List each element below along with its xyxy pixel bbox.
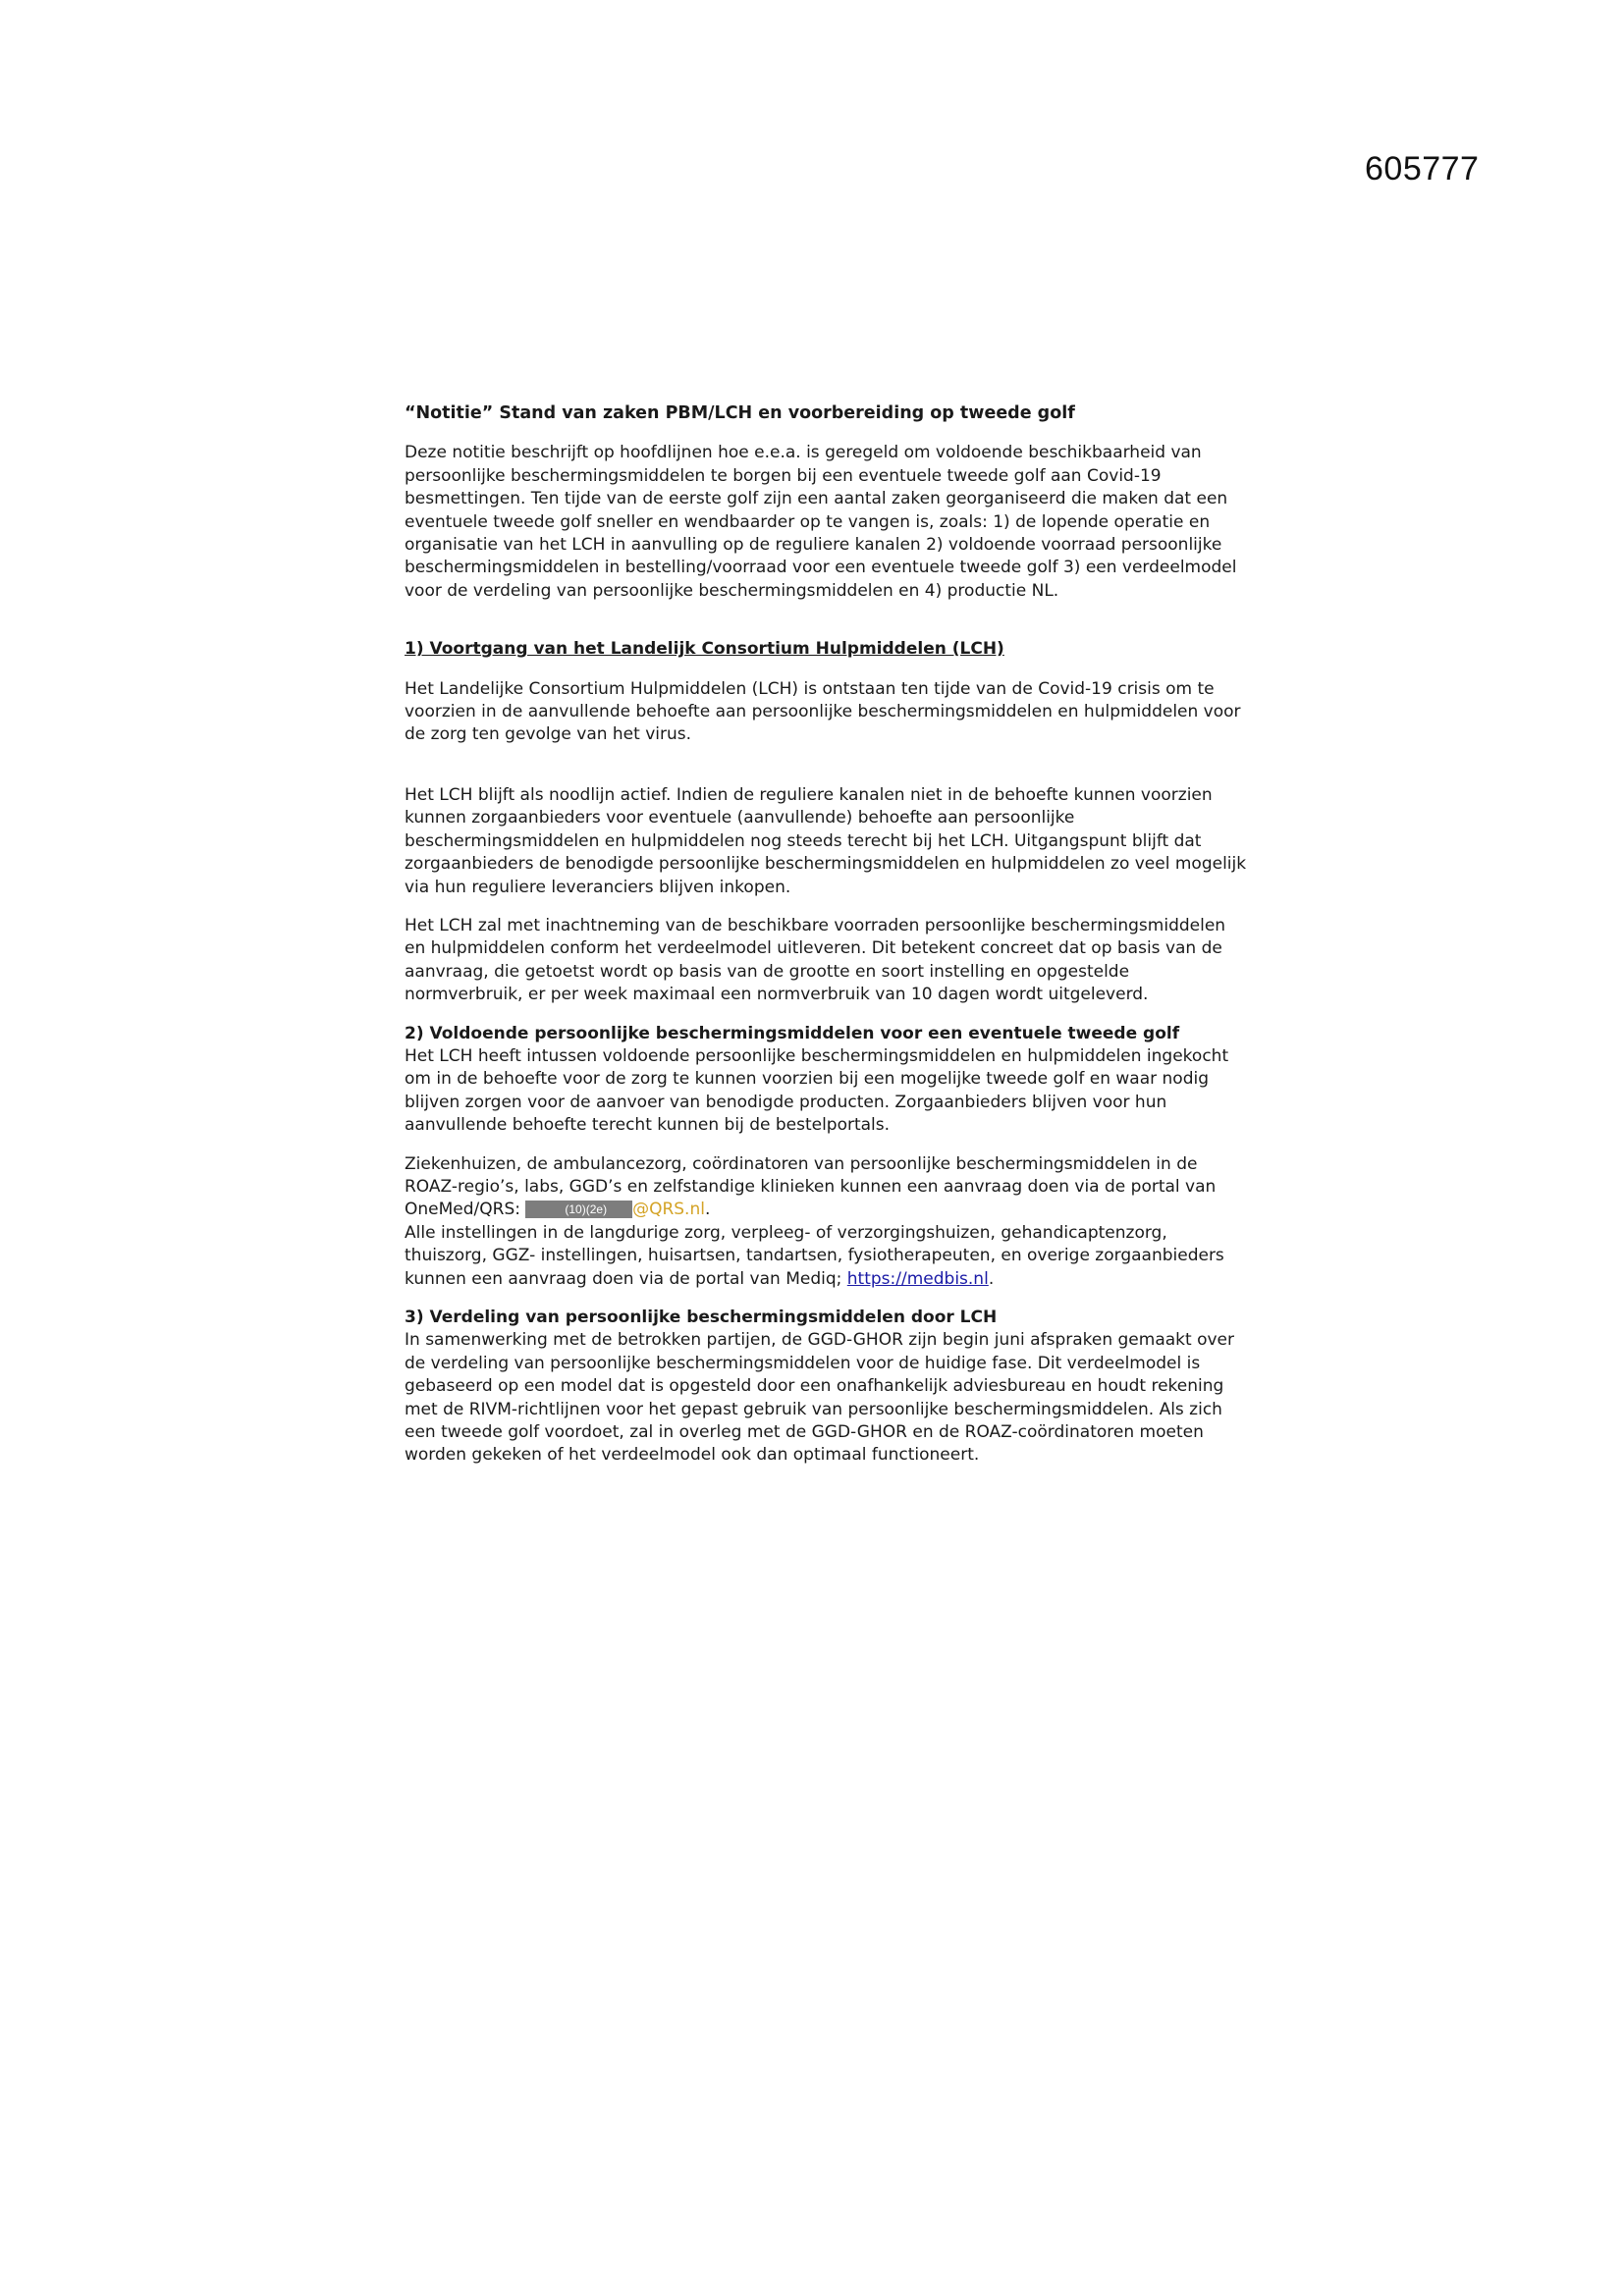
section-1-paragraph-1: Het Landelijke Consortium Hulpmiddelen (LCH) is ontstaan ten tijde van de Covid-19 crisis om te voorzien in de aanvullende behoefte aan persoonlijke beschermingsmiddelen en hulpmiddelen voor de zorg ten gevolge van het virus. (405, 678, 1241, 745)
section-2-paragraph-3-text: Alle instellingen in de langdurige zorg, verpleeg- of verzorgingshuizen, gehandicaptenzorg, thuiszorg, GGZ- instellingen, huisartsen, tandartsen, fysiotherapeuten, en overige zorgaanbieders kunnen een aanvraag doen via de portal van Mediq; (405, 1222, 1224, 1289)
document-title: “Notitie” Stand van zaken PBM/LCH en voorbereiding op tweede golf (405, 403, 1075, 423)
section-3-heading: 3) Verdeling van persoonlijke beschermingsmiddelen door LCH (405, 1308, 998, 1327)
document-body (405, 402, 1249, 1468)
document-number: 605777 (1365, 150, 1480, 187)
redaction-box: (10)(2e) (525, 1201, 632, 1218)
medbis-link[interactable]: https://medbis.nl (846, 1268, 989, 1289)
period: . (988, 1268, 995, 1289)
section-2-paragraph-1: Het LCH heeft intussen voldoende persoonlijke beschermingsmiddelen en hulpmiddelen ingekocht om in de behoefte voor de zorg te kunnen voorzien bij een mogelijke tweede golf en waar nodig blijven zorgen voor de aanvoer van benodigde producten. Zorgaanbieders blijven voor hun aanvullende behoefte terecht kunnen bij de bestelportals. (405, 1045, 1229, 1136)
period: . (704, 1200, 711, 1220)
section-2-paragraph-2 (405, 1153, 1249, 1222)
section-1-heading: 1) Voortgang van het Landelijk Consortium Hulpmiddelen (LCH) (405, 639, 1004, 660)
section-2-paragraph-3 (405, 1222, 1249, 1291)
section-3-paragraph-1: In samenwerking met de betrokken partijen, de GGD-GHOR zijn begin juni afspraken gemaakt over de verdeling van persoonlijke beschermingsmiddelen voor de huidige fase. Dit verdeelmodel is gebaseerd op een model dat is opgesteld door een onafhankelijk adviesbureau en houdt rekening met de RIVM-richtlijnen voor het gepast gebruik van persoonlijke beschermingsmiddelen. Als zich een tweede golf voordoet, zal in overleg met de GGD-GHOR en de ROAZ-coördinatoren moeten worden gekeken of het verdeelmodel ook dan optimaal functioneert. (405, 1330, 1234, 1466)
section-2-heading: 2) Voldoende persoonlijke beschermingsmiddelen voor een eventuele tweede golf (405, 1023, 1180, 1043)
section-2-paragraph-2-text: Ziekenhuizen, de ambulancezorg, coördinatoren van persoonlijke beschermingsmiddelen in de ROAZ-regio’s, labs, GGD’s en zelfstandige klinieken kunnen een aanvraag doen via de portal van OneMed/QRS: (405, 1153, 1217, 1220)
redacted-email-domain: @QRS.nl (632, 1200, 705, 1220)
section-1-paragraph-2: Het LCH blijft als noodlijn actief. Indien de reguliere kanalen niet in de behoefte kunnen voorzien kunnen zorgaanbieders voor eventuele (aanvullende) behoefte aan persoonlijke beschermingsmiddelen en hulpmiddelen nog steeds terecht bij het LCH. Uitgangspunt blijft dat zorgaanbieders de benodigde persoonlijke beschermingsmiddelen en hulpmiddelen zo veel mogelijk via hun reguliere leveranciers blijven inkopen. (405, 784, 1247, 897)
intro-paragraph: Deze notitie beschrijft op hoofdlijnen hoe e.e.a. is geregeld om voldoende beschikbaarheid van persoonlijke beschermingsmiddelen te borgen bij een eventuele tweede golf aan Covid-19 besmettingen. Ten tijde van de eerste golf zijn een aantal zaken georganiseerd die maken dat een eventuele tweede golf sneller en wendbaarder op te vangen is, zoals: 1) de lopende operatie en organisatie van het LCH in aanvulling op de reguliere kanalen 2) voldoende voorraad persoonlijke beschermingsmiddelen in bestelling/voorraad voor een eventuele tweede golf 3) een verdeelmodel voor de verdeling van persoonlijke beschermingsmiddelen en 4) productie NL. (405, 443, 1237, 601)
section-1-paragraph-3: Het LCH zal met inachtneming van de beschikbare voorraden persoonlijke beschermingsmiddelen en hulpmiddelen conform het verdeelmodel uitleveren. Dit betekent concreet dat op basis van de aanvraag, die getoetst wordt op basis van de grootte en soort instelling en opgestelde normverbruik, er per week maximaal een normverbruik van 10 dagen wordt uitgeleverd. (405, 915, 1226, 1005)
